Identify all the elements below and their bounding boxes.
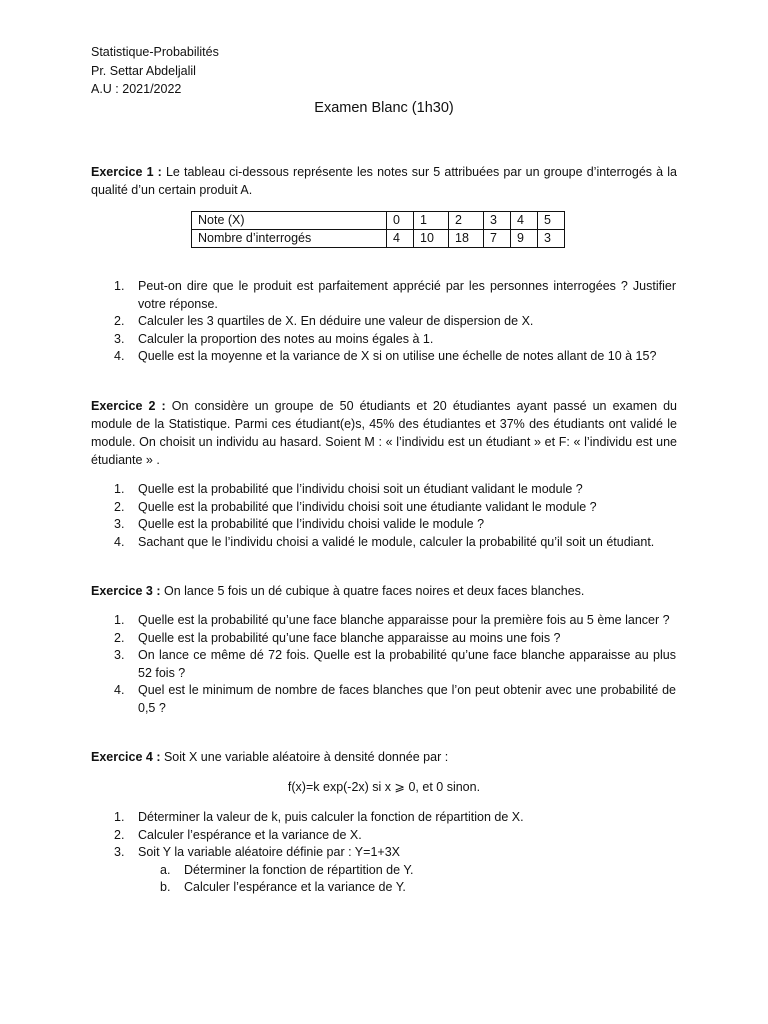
question-text: Calculer l’espérance et la variance de Y.: [184, 880, 406, 894]
question-text: Quelle est la probabilité qu’une face blanche apparaisse pour la première fois au 5 ème lancer ?: [138, 613, 670, 627]
list-item: [114, 481, 676, 499]
question-number: 4.: [114, 349, 125, 363]
list-item: [114, 647, 676, 682]
question-text: Quel est le minimum de nombre de faces blanches que l’on peut obtenir avec une probabilité de 0,5 ?: [138, 683, 676, 715]
question-text: Calculer l’espérance et la variance de X.: [138, 827, 362, 842]
list-item: [114, 331, 676, 349]
question-text: Quelle est la probabilité que l’individu choisi soit un étudiant validant le module ?: [138, 482, 583, 496]
table-cell: 4: [387, 230, 414, 248]
question-number: 3.: [114, 517, 125, 531]
table-cell: 18: [449, 230, 484, 248]
list-item: [114, 809, 676, 827]
question-number: a.: [160, 862, 171, 877]
exercise-1-intro: [91, 163, 677, 199]
question-number: 2.: [114, 630, 125, 645]
list-item: [114, 534, 676, 552]
list-item: [114, 348, 676, 366]
table-cell: 2: [449, 212, 484, 230]
question-text: Sachant que le l’individu choisi a validé le module, calculer la probabilité qu’il soit un étudiant.: [138, 534, 655, 549]
exercise-1-questions: [114, 278, 676, 366]
list-item: [114, 278, 676, 313]
question-number: 3.: [114, 331, 125, 346]
list-item: [114, 682, 676, 717]
question-number: 1.: [114, 482, 125, 496]
question-text: On lance ce même dé 72 fois. Quelle est la probabilité qu’une face blanche apparaisse au plus 52 fois ?: [138, 648, 676, 680]
question-text: Déterminer la fonction de répartition de Y.: [184, 862, 414, 877]
question-number: 1.: [114, 613, 125, 627]
table-cell: Nombre d’interrogés: [192, 230, 387, 248]
question-number: 3.: [114, 648, 125, 662]
list-item: [160, 879, 676, 897]
question-text: Soit Y la variable aléatoire définie par : Y=1+3X: [138, 845, 400, 859]
exercise-4-label: Exercice 4 :: [91, 750, 161, 764]
exercise-3-questions: [114, 612, 676, 717]
list-item: [114, 612, 676, 630]
table-cell: 3: [484, 212, 511, 230]
exercise-3-text: On lance 5 fois un dé cubique à quatre faces noires et deux faces blanches.: [160, 584, 585, 598]
question-number: 1.: [114, 810, 125, 824]
density-formula: f(x)=k exp(-2x) si x ⩾ 0, et 0 sinon.: [287, 780, 481, 794]
table-cell: 9: [511, 230, 538, 248]
question-text: Calculer la proportion des notes au moins égales à 1.: [138, 331, 434, 346]
question-text: Peut-on dire que le produit est parfaitement apprécié par les personnes interrogées ? Justifier votre réponse.: [138, 279, 676, 311]
question-number: 4.: [114, 534, 125, 549]
exercise-4-intro: [91, 748, 677, 766]
table-cell: 3: [538, 230, 565, 248]
question-text: Déterminer la valeur de k, puis calculer la fonction de répartition de X.: [138, 810, 524, 824]
list-item: [114, 516, 676, 534]
exam-title: Examen Blanc (1h30): [314, 100, 454, 116]
question-number: 2.: [114, 827, 125, 842]
table-row: [192, 212, 565, 230]
exercise-1-text: Le tableau ci-dessous représente les notes sur 5 attribuées par un groupe d’interrogés à la qualité d’un certain produit A.: [91, 165, 677, 197]
question-number: b.: [160, 880, 171, 894]
document-header: [91, 43, 219, 99]
exercise-3-label: Exercice 3 :: [91, 584, 161, 598]
question-number: 3.: [114, 845, 125, 859]
academic-year: A.U : 2021/2022: [91, 82, 182, 96]
list-item: [160, 862, 676, 880]
table-cell: 7: [484, 230, 511, 248]
question-text: Calculer les 3 quartiles de X. En déduire une valeur de dispersion de X.: [138, 314, 534, 328]
exercise-3-intro: [91, 582, 677, 600]
course-name: Statistique-Probabilités: [91, 45, 219, 59]
table-cell: 5: [538, 212, 565, 230]
table-cell: Note (X): [192, 212, 387, 230]
exercise-2-intro: [91, 397, 677, 469]
exercise-4-questions: [114, 809, 676, 897]
list-item: [114, 827, 676, 845]
professor-name: Pr. Settar Abdeljalil: [91, 63, 196, 78]
table-cell: 0: [387, 212, 414, 230]
exercise-1-label: Exercice 1 :: [91, 165, 162, 179]
table-cell: 4: [511, 212, 538, 230]
question-number: 1.: [114, 279, 125, 293]
question-text: Quelle est la probabilité que l’individu choisi valide le module ?: [138, 517, 485, 531]
exercise-2-text: On considère un groupe de 50 étudiants et 20 étudiantes ayant passé un examen du module de la Statistique. Parmi ces étudiant(e)s, 45% des étudiantes et 37% des étudiants ont validé le module. On choisit un individu au hasard. Soient M : « l’individu est un étudiant » et F: « l’individu est une étudiante » .: [91, 399, 677, 467]
notes-table: [191, 211, 565, 248]
list-item: [114, 313, 676, 331]
question-text: Quelle est la probabilité qu’une face blanche apparaisse au moins une fois ?: [138, 630, 561, 645]
exercise-2-label: Exercice 2 :: [91, 399, 166, 413]
question-number: 2.: [114, 314, 125, 328]
table-row: [192, 230, 565, 248]
exercise-4-subquestions: [138, 862, 676, 897]
table-cell: 10: [414, 230, 449, 248]
table-cell: 1: [414, 212, 449, 230]
list-item: [114, 844, 676, 897]
list-item: [114, 630, 676, 648]
list-item: [114, 499, 676, 517]
exercise-4-text: Soit X une variable aléatoire à densité donnée par :: [160, 750, 449, 764]
question-text: Quelle est la moyenne et la variance de X si on utilise une échelle de notes allant de 10 à 15?: [138, 349, 657, 363]
question-number: 4.: [114, 683, 125, 697]
question-number: 2.: [114, 499, 125, 514]
exercise-2-questions: [114, 481, 676, 551]
question-text: Quelle est la probabilité que l’individu choisi soit une étudiante validant le module ?: [138, 499, 597, 514]
